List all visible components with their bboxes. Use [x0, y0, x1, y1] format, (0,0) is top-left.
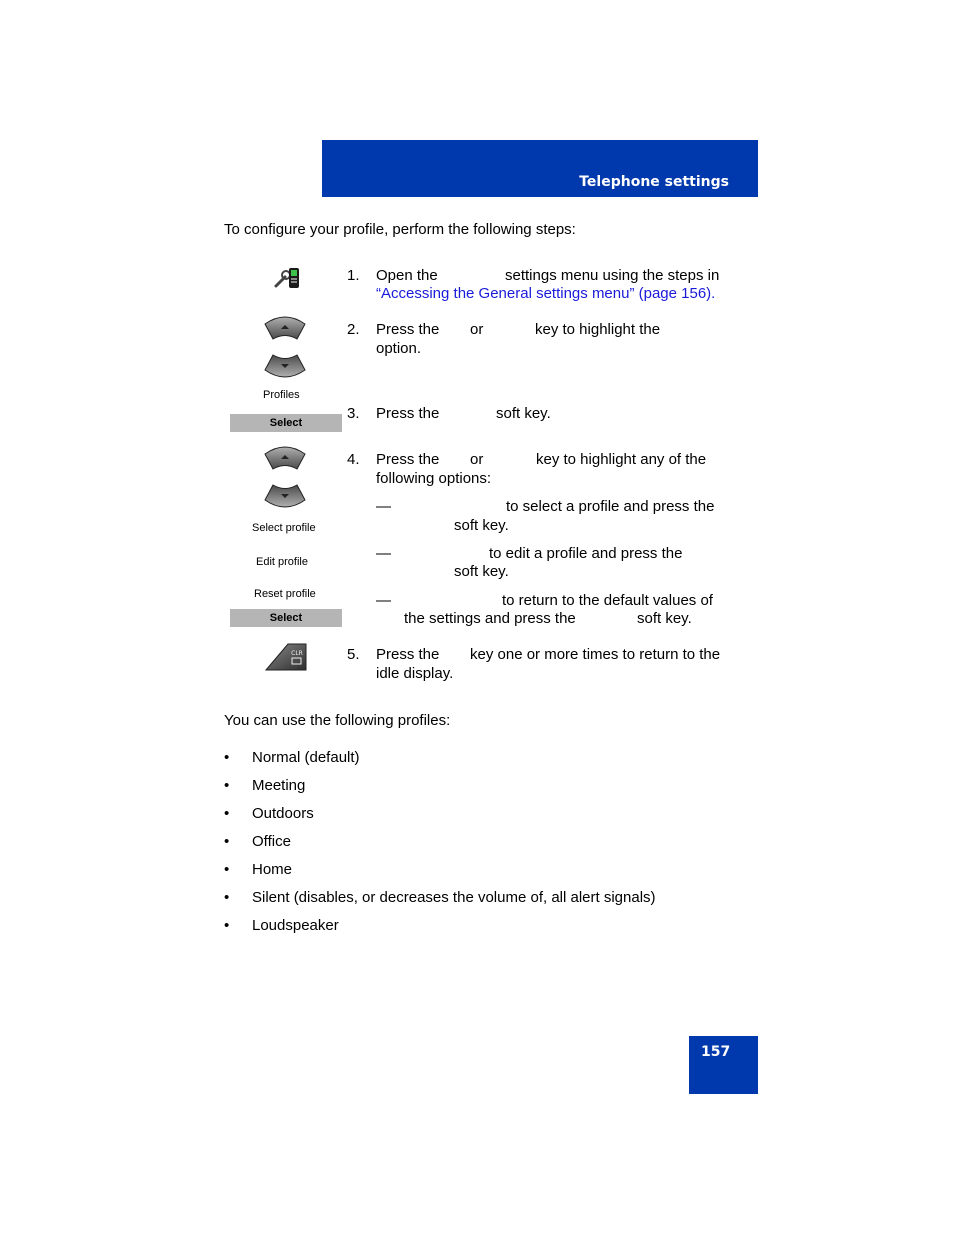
nav-up-key-icon — [263, 444, 307, 472]
nav-down-key-icon — [263, 482, 307, 510]
step-2-text-c: key to highlight the — [535, 321, 661, 338]
intro-text: To configure your profile, perform the following steps: — [224, 221, 576, 238]
nav-down-key-icon — [263, 352, 307, 380]
step-1-number: 1. — [347, 267, 360, 284]
step-1-text-a: Open the — [376, 267, 438, 284]
sub-option-2-line1: to edit a profile and press the — [489, 545, 683, 562]
step-3-text-b: soft key. — [496, 405, 551, 422]
sub-option-2-line2: soft key. — [454, 563, 509, 580]
select-softkey: Select — [230, 414, 342, 432]
sub-option-1-line1: to select a profile and press the — [506, 498, 715, 515]
step-5-number: 5. — [347, 646, 360, 663]
bullet: • — [224, 917, 230, 934]
label-edit-profile: Edit profile — [256, 556, 308, 568]
step-3-number: 3. — [347, 405, 360, 422]
sub-option-3-line2b: soft key. — [637, 610, 692, 627]
select-softkey: Select — [230, 609, 342, 627]
step-1-text-b: settings menu using the steps in — [505, 267, 720, 284]
step-4-text-c: key to highlight any of the — [536, 451, 707, 468]
list-item: Loudspeaker — [252, 917, 339, 934]
settings-icon — [273, 266, 303, 290]
sub-option-1-dash: — — [376, 498, 391, 515]
clr-key-label: CLR — [291, 650, 303, 657]
sub-option-3-line2a: the settings and press the — [404, 610, 576, 627]
section-title: Telephone settings — [579, 174, 729, 190]
step-3-text-a: Press the — [376, 405, 440, 422]
step-5-text-c: idle display. — [376, 665, 454, 682]
list-item: Outdoors — [252, 805, 314, 822]
label-select-profile: Select profile — [252, 522, 316, 534]
step-5-text-b: key one or more times to return to the — [470, 646, 721, 663]
label-profiles: Profiles — [263, 389, 300, 401]
step-4-text-b: or — [470, 451, 484, 468]
step-2-text-b: or — [470, 321, 484, 338]
profiles-intro: You can use the following profiles: — [224, 712, 451, 729]
list-item: Normal (default) — [252, 749, 360, 766]
sub-option-1-line2: soft key. — [454, 517, 509, 534]
bullet: • — [224, 805, 230, 822]
sub-option-3-line1: to return to the default values of — [502, 592, 713, 609]
sub-option-3-dash: — — [376, 592, 391, 609]
nav-up-key-icon — [263, 314, 307, 342]
page-number-box — [689, 1036, 758, 1094]
bullet: • — [224, 861, 230, 878]
bullet: • — [224, 889, 230, 906]
list-item: Silent (disables, or decreases the volume of, all alert signals) — [252, 889, 656, 906]
step-2-number: 2. — [347, 321, 360, 338]
step-4-text-a: Press the — [376, 451, 440, 468]
list-item: Office — [252, 833, 291, 850]
bullet: • — [224, 833, 230, 850]
bullet: • — [224, 749, 230, 766]
list-item: Meeting — [252, 777, 306, 794]
label-reset-profile: Reset profile — [254, 588, 316, 600]
step-5-text-a: Press the — [376, 646, 440, 663]
general-settings-link[interactable]: “Accessing the General settings menu” (page 156). — [376, 285, 716, 302]
step-2-text-d: option. — [376, 340, 422, 357]
bullet: • — [224, 777, 230, 794]
list-item: Home — [252, 861, 293, 878]
clear-key-icon — [264, 642, 308, 672]
step-4-number: 4. — [347, 451, 360, 468]
page-number: 157 — [701, 1044, 731, 1060]
sub-option-2-dash: — — [376, 545, 391, 562]
step-4-text-d: following options: — [376, 470, 492, 487]
step-2-text-a: Press the — [376, 321, 440, 338]
header-band — [322, 140, 758, 197]
